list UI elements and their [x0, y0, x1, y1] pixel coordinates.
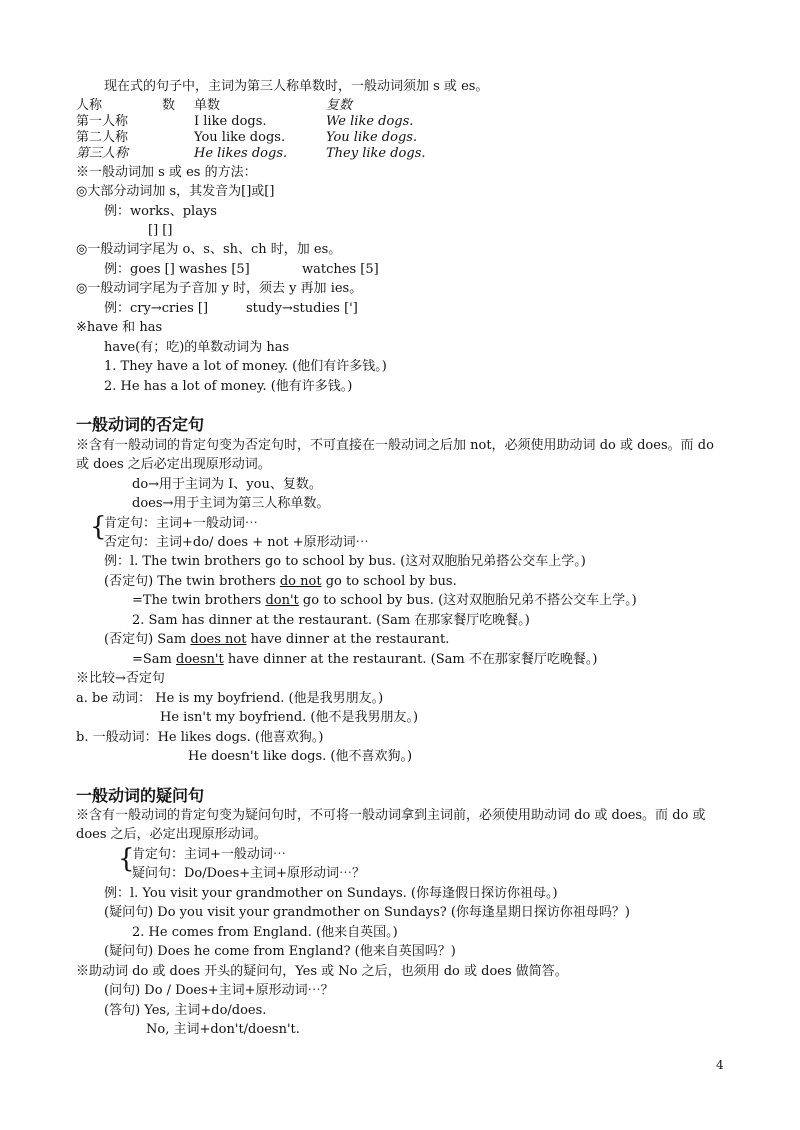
s-rule-1-example: 例：works、plays [104, 204, 217, 219]
s-rule-3-example-b: study→studies ['] [246, 301, 358, 316]
do-usage: do→用于主词为 I、you、复数。 [132, 477, 322, 492]
negative-example-2-equiv: =Sam doesn't have dinner at the restaurant. (Sam 不在那家餐厅吃晚餐。) [132, 652, 598, 667]
have-example-2: 2. He has a lot of money. (他有许多钱。) [104, 379, 353, 394]
negative-para-line2: 或 does 之后必定出现原形动词。 [76, 457, 271, 472]
negative-example-2-neg: (否定句) Sam does not have dinner at the restaurant. [104, 632, 450, 647]
s-rule-1: ◎大部分动词加 s，其发音为[]或[] [76, 184, 275, 199]
table-row1-plural: We like dogs. [326, 114, 414, 129]
table-header-number: 数 [162, 98, 176, 113]
table-row1-singular: I like dogs. [194, 114, 267, 129]
s-rule-2: ◎一般动词字尾为 o、s、sh、ch 时，加 es。 [76, 242, 342, 257]
table-row2-plural: You like dogs. [326, 130, 418, 145]
page-number: 4 [716, 1058, 724, 1072]
table-row1-person: 第一人称 [76, 114, 129, 129]
table-row3-singular: He likes dogs. [194, 146, 288, 161]
table-row3-person: 第三人称 [76, 146, 129, 161]
answer-formula-yes: (答句) Yes, 主词+do/does. [104, 1003, 267, 1018]
negative-example-2: 2. Sam has dinner at the restaurant. (Sam 在那家餐厅吃晚餐。) [132, 613, 530, 628]
negative-para-line1: ※含有一般动词的肯定句变为否定句时，不可直接在一般动词之后加 not，必须使用助动词 do 或 does。而 do [76, 438, 714, 453]
compare-a-line1: a. be 动词： He is my boyfriend. (他是我男朋友。) [76, 691, 384, 706]
table-row2-person: 第二人称 [76, 130, 129, 145]
intro-text: 现在式的句子中，主词为第三人称单数时，一般动词须加 s 或 es。 [104, 79, 489, 94]
s-rule-2-example-a: 例：goes [] washes [5] [104, 262, 250, 277]
have-example-1: 1. They have a lot of money. (他们有许多钱。) [104, 359, 387, 374]
s-rules-title: ※一般动词加 s 或 es 的方法： [76, 165, 257, 180]
table-header-plural: 复数 [326, 98, 353, 113]
table-row2-singular: You like dogs. [194, 130, 286, 145]
negative-example-1-neg: (否定句) The twin brothers do not go to school by bus. [104, 574, 457, 589]
compare-b-line2: He doesn't like dogs. (他不喜欢狗。) [188, 749, 413, 764]
brace-symbol: { [118, 844, 135, 874]
ask-formula: (问句) Do / Does+主词+原形动词⋯？ [104, 983, 334, 998]
short-answer-note: ※助动词 do 或 does 开头的疑问句，Yes 或 No 之后，也须用 do 或 does 做简答。 [76, 964, 568, 979]
s-rule-3-example-a: 例：cry→cries [] [104, 301, 209, 316]
table-row3-plural: They like dogs. [326, 146, 426, 161]
question-para-line1: ※含有一般动词的肯定句变为疑问句时，不可将一般动词拿到主词前，必须使用助动词 do 或 does。而 do 或 [76, 808, 706, 823]
does-usage: does→用于主词为第三人称单数。 [132, 496, 330, 511]
question-para-line2: does 之后，必定出现原形动词。 [76, 827, 267, 842]
brace-symbol: { [90, 512, 107, 542]
table-header-person: 人称 [76, 98, 103, 113]
negative-example-1-equiv: =The twin brothers don't go to school by bus. (这对双胞胎兄弟不搭公交车上学。) [132, 593, 637, 608]
question-example-1: 例：l. You visit your grandmother on Sundays. (你每逢假日探访你祖母。) [104, 886, 558, 901]
have-description: have(有；吃)的单数动词为 has [104, 340, 290, 355]
negative-formula: 否定句：主词+do/ does + not +原形动词⋯ [104, 535, 369, 550]
question-example-2: 2. He comes from England. (他来自英国。) [132, 925, 398, 940]
question-example-1-q: (疑问句) Do you visit your grandmother on Sundays? (你每逢星期日探访你祖母吗？) [104, 905, 630, 920]
compare-b-line1: b. 一般动词：He likes dogs. (他喜欢狗。) [76, 730, 324, 745]
table-header-singular: 单数 [194, 98, 221, 113]
question-affirmative-formula: 肯定句：主词+一般动词⋯ [132, 847, 286, 862]
affirmative-formula: 肯定句：主词+一般动词⋯ [104, 516, 258, 531]
s-rule-3: ◎一般动词字尾为子音加 y 时，须去 y 再加 ies。 [76, 281, 363, 296]
question-heading: 一般动词的疑问句 [76, 786, 205, 805]
negative-example-1: 例：l. The twin brothers go to school by bus. (这对双胞胎兄弟搭公交车上学。) [104, 554, 586, 569]
question-formula: 疑问句：Do/Does+主词+原形动词⋯？ [132, 866, 366, 881]
negative-heading: 一般动词的否定句 [76, 415, 205, 434]
have-title: ※have 和 has [76, 320, 163, 335]
question-example-2-q: (疑问句) Does he come from England? (他来自英国吗？) [104, 944, 456, 959]
answer-formula-no: No, 主词+don't/doesn't. [146, 1022, 300, 1037]
compare-a-line2: He isn't my boyfriend. (他不是我男朋友。) [160, 710, 419, 725]
compare-title: ※比较→否定句 [76, 671, 165, 686]
s-rule-2-example-b: watches [5] [302, 262, 379, 277]
s-rule-1-phonetics: [] [] [148, 223, 173, 238]
